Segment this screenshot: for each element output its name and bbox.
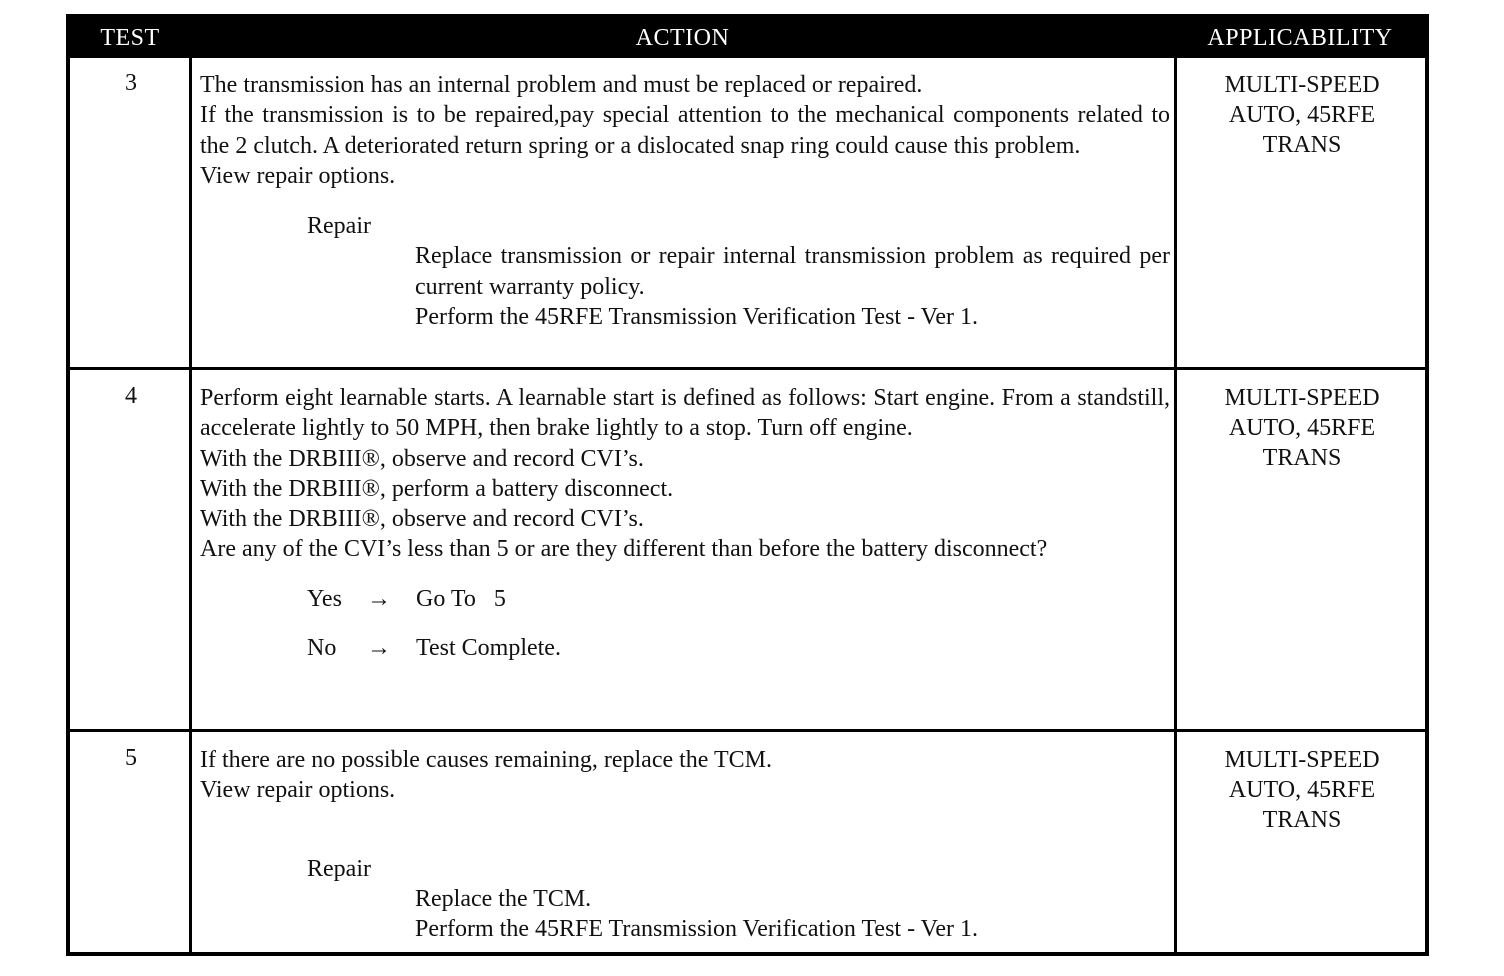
applicability-line: TRANS [1262,445,1342,471]
action-text: With the DRBIII®, observe and record CVI’s. [200,445,644,472]
repair-label: Repair [307,855,371,882]
table-header [70,18,1425,58]
applicability-line: AUTO, 45RFE [1228,777,1376,803]
header-applicability: APPLICABILITY [1207,25,1393,51]
repair-text: Replace the TCM. [415,885,592,912]
action-cell [200,745,1170,944]
header-test: TEST [100,25,160,51]
column-divider [189,58,192,952]
branch-no[interactable] [200,633,1170,663]
test-number: 3 [125,70,137,96]
view-repair-options-link[interactable]: View repair options. [200,777,396,804]
action-text: With the DRBIII®, observe and record CVI’s. [200,506,644,533]
go-to-link[interactable]: Go To 5 [416,585,506,612]
row-divider [70,367,1425,370]
action-text: The transmission has an internal problem and must be replaced or repaired. [200,72,923,98]
row-divider [70,729,1425,732]
arrow-right-icon: → [367,635,391,662]
action-cell [200,383,1170,663]
applicability-line: TRANS [1262,132,1342,158]
action-cell [200,70,1170,332]
diagnostic-table [66,14,1429,956]
applicability-line: MULTI-SPEED [1224,747,1380,773]
applicability-line: MULTI-SPEED [1224,72,1380,98]
branch-yes[interactable] [200,584,1170,614]
repair-text: Perform the 45RFE Transmission Verification Test - Ver 1. [415,304,978,331]
header-action: ACTION [635,25,730,51]
repair-label: Repair [307,213,371,240]
action-question: Are any of the CVI’s less than 5 or are they different than before the battery disconnect? [200,536,1048,563]
view-repair-options-link[interactable]: View repair options. [200,162,396,189]
action-text: If there are no possible causes remaining, replace the TCM. [200,747,773,773]
applicability-line: AUTO, 45RFE [1228,415,1376,441]
branch-label: Yes [307,585,342,612]
test-number: 4 [125,383,137,409]
action-text: If the transmission is to be repaired,pay special attention to the mechanical components related to the 2 clutch. A deteriorated return spring or a dislocated snap ring could cause this problem. [200,102,1170,159]
branch-label: No [307,635,337,662]
arrow-right-icon: → [367,585,391,612]
applicability-cell [1177,745,1427,835]
applicability-cell [1177,70,1427,160]
applicability-line: MULTI-SPEED [1224,385,1380,411]
applicability-line: TRANS [1262,807,1342,833]
action-text: With the DRBIII®, perform a battery disconnect. [200,475,674,502]
test-number: 5 [125,745,137,771]
branch-target: Test Complete. [416,635,561,662]
repair-text: Perform the 45RFE Transmission Verification Test - Ver 1. [415,916,978,943]
applicability-line: AUTO, 45RFE [1228,102,1376,128]
action-text: Perform eight learnable starts. A learnable start is defined as follows: Start engine. From a standstill, accelerate lightly to 50 MPH, then brake lightly to a stop. Turn off engine. [200,385,1170,442]
applicability-cell [1177,383,1427,473]
repair-text: Replace transmission or repair internal transmission problem as required per current warranty policy. [415,243,1170,300]
